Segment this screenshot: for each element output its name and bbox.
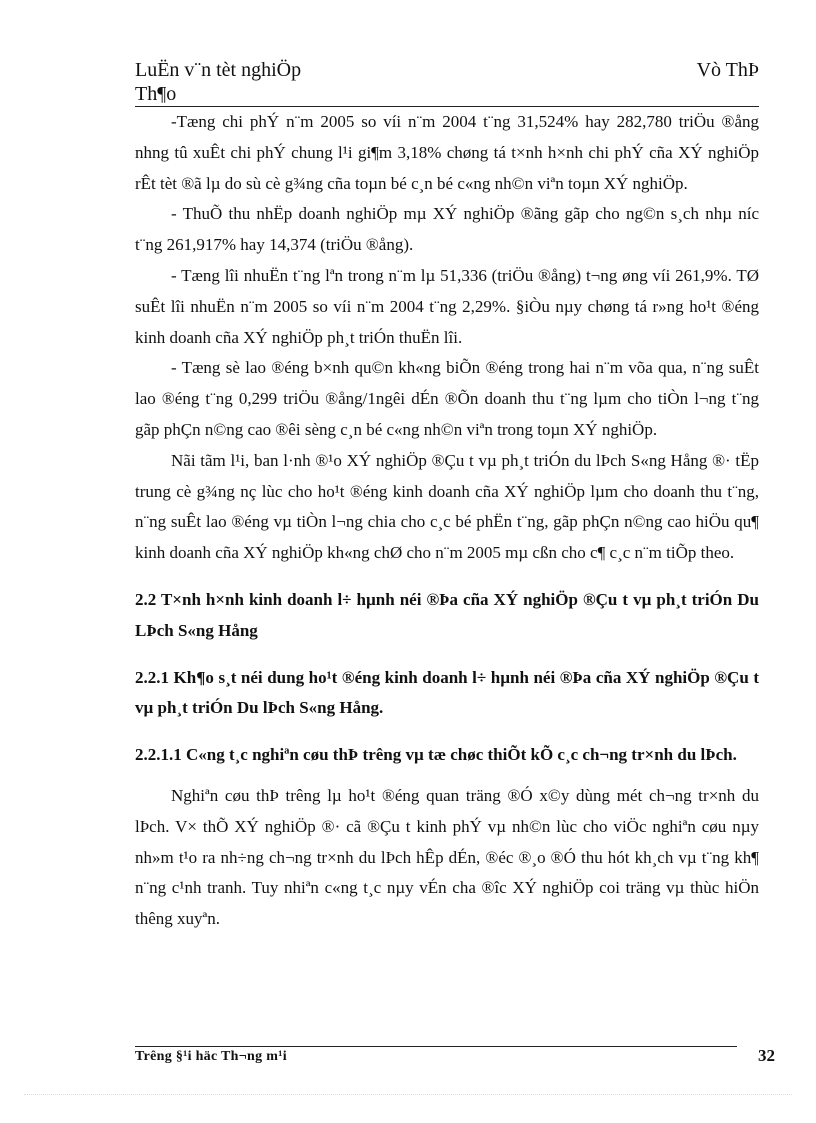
page-header (135, 58, 759, 106)
paragraph-market-research: Nghiªn cøu thÞ trêng lµ ho¹t ®éng quan träng ®Ó x©y dùng mét ch¬ng tr×nh du lÞch. V× thÕ XÝ nghiÖp ®· cã ®Çu t kinh phÝ vµ nh©n lùc cho viÖc nghiªn cøu nµy nh»m t¹o ra nh÷ng ch¬ng tr×nh du lÞch hÊp dÉn, ®éc ®¸o ®Ó thu hót kh¸ch vµ t¨ng kh¶ n¨ng c¹nh tranh. Tuy nhiªn c«ng t¸c nµy vÉn cha ®îc XÝ nghiÖp coi träng vµ thùc hiÖn thêng xuyªn. (135, 785, 759, 929)
page-number: 32 (758, 1046, 775, 1065)
heading-2-2: 2.2 T×nh h×nh kinh doanh l÷ hµnh néi ®Þa cña XÝ nghiÖp ®Çu t vµ ph¸t triÓn Du LÞch S«ng Hång (135, 589, 759, 640)
footer-school: Trêng §¹i häc Th¬ng m¹i (135, 1049, 287, 1064)
heading-2-2-1-1: 2.2.1.1 C«ng t¸c nghiªn cøu thÞ trêng vµ tæ chøc thiÕt kÕ c¸c ch¬ng tr×nh du lÞch. (135, 745, 737, 765)
page-bottom-edge (24, 1094, 792, 1095)
thesis-title-line2: Th¶o (135, 83, 177, 105)
footer-divider (135, 1046, 737, 1047)
thesis-title (135, 58, 555, 106)
paragraph-summary: Nãi tãm l¹i, ban l·nh ®¹o XÝ nghiÖp ®Çu t vµ ph¸t triÓn du lÞch S«ng Hång ®· tËp trung cè g¾ng nç lùc cho ho¹t ®éng kinh doanh cña XÝ nghiÖp lµm cho doanh thu t¨ng, n¨ng suÊt lao ®éng vµ tiÒn l¬ng chia cho c¸c bé phËn t¨ng, gãp phÇn n©ng cao hiÖu qu¶ kinh doanh cña XÝ nghiÖp kh«ng chØ cho n¨m 2005 mµ cßn cho c¶ c¸c n¨m tiÕp theo. (135, 450, 759, 563)
paragraph-labor: - Tæng sè lao ®éng b×nh qu©n kh«ng biÕn ®éng trong hai n¨m võa qua, n¨ng suÊt lao ®éng t¨ng 0,299 triÖu ®ång/1ngêi dÉn ®Õn doanh thu t¨ng lµm cho tiÒn l¬ng t¨ng gãp phÇn n©ng cao ®êi sèng c¸n bé c«ng nh©n viªn trong toµn XÝ nghiÖp. (135, 358, 759, 439)
paragraph-total-profit: - Tæng lîi nhuËn t¨ng lªn trong n¨m lµ 51,336 (triÖu ®ång) t¬ng øng víi 261,9%. TØ suÊt lîi nhuËn n¨m 2005 so víi n¨m 2004 t¨ng 2,29%. §iÒu nµy chøng tá r»ng ho¹t ®éng kinh doanh cña XÝ nghiÖp ph¸t triÓn thuËn lîi. (135, 265, 759, 347)
author-name: Vò ThÞ (696, 59, 759, 81)
document-body (135, 107, 759, 935)
heading-2-2-1: 2.2.1 Kh¶o s¸t néi dung ho¹t ®éng kinh doanh l÷ hµnh néi ®Þa cña XÝ nghiÖp ®Çu t vµ ph¸t triÓn Du lÞch S«ng Hång. (135, 667, 759, 718)
paragraph-income-tax: - ThuÕ thu nhËp doanh nghiÖp mµ XÝ nghiÖp ®ãng gãp cho ng©n s¸ch nhµ níc t¨ng 261,917% hay 14,374 (triÖu ®ång). (135, 204, 759, 255)
paragraph-total-cost: -Tæng chi phÝ n¨m 2005 so víi n¨m 2004 t¨ng 31,524% hay 282,780 triÖu ®ång nhng tû xuÊt chi phÝ chung l¹i gi¶m 3,18% chøng tá t×nh h×nh chi phÝ cña XÝ nghiÖp rÊt tèt ®ã lµ do sù cè g¾ng cña toµn bé c¸n bé c«ng nh©n viªn toµn XÝ nghiÖp. (135, 112, 759, 193)
thesis-title-line1: LuËn v¨n tèt nghiÖp (135, 59, 302, 81)
